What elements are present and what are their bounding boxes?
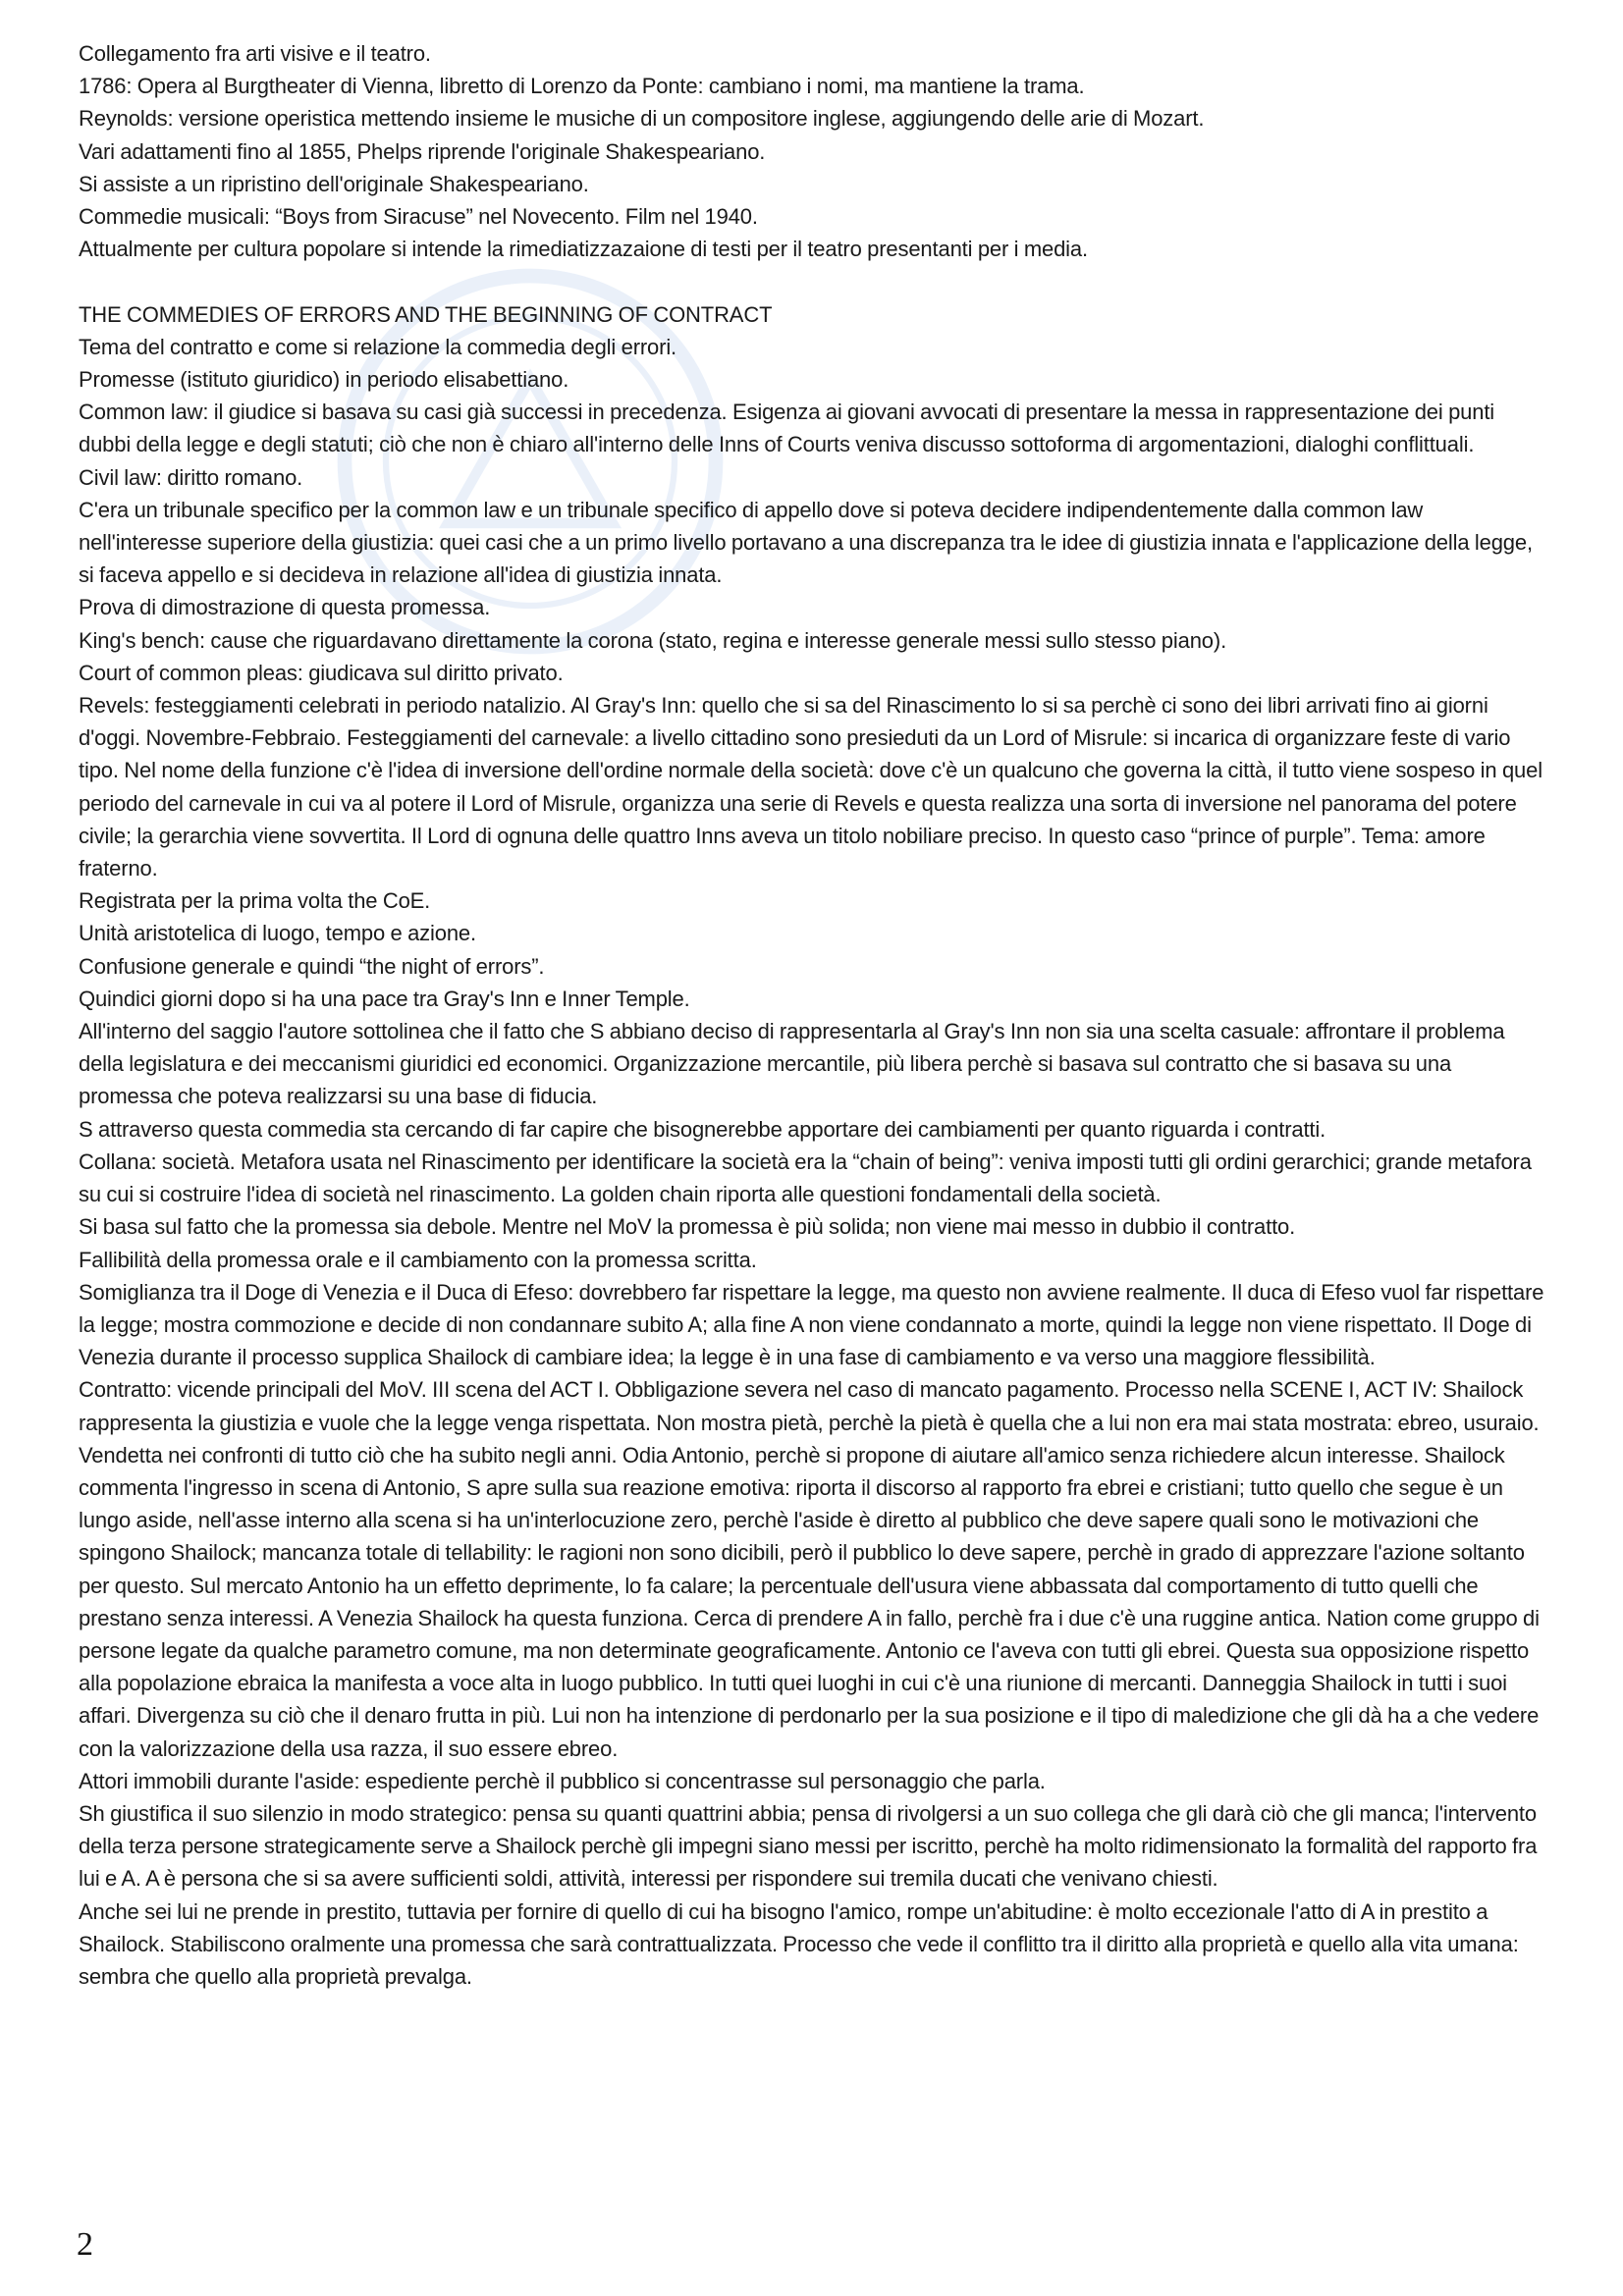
paragraph: Registrata per la prima volta the CoE.: [79, 888, 431, 914]
paragraph: King's bench: cause che riguardavano direttamente la corona (stato, regina e interesse generale messi sullo stesso piano).: [79, 627, 1227, 653]
paragraph: Prova di dimostrazione di questa promessa.: [79, 595, 491, 620]
paragraph: Promesse (istituto giuridico) in periodo elisabettiano.: [79, 367, 569, 393]
paragraph: Quindici giorni dopo si ha una pace tra Gray's Inn e Inner Temple.: [79, 986, 690, 1011]
paragraph: Unità aristotelica di luogo, tempo e azione.: [79, 921, 476, 946]
paragraph: Court of common pleas: giudicava sul diritto privato.: [79, 660, 564, 685]
paragraph: Sh giustifica il suo silenzio in modo strategico: pensa su quanti quattrini abbia; pensa di rivolgersi a un suo collega che gli darà ciò che gli manca; l'intervento della terza persone strategicamente serve a Shailock perchè gli impegni siano messi per iscritto, perchè ha molto ridimensionato la formalità del rapporto fra lui e A. A è persona che si sa avere sufficienti soldi, attività, interessi per rispondere sui tremila ducati che venivano chiesti.: [79, 1800, 1538, 1892]
paragraph: C'era un tribunale specifico per la common law e un tribunale specifico di appello dove si poteva decidere indipendentemente dalla common law nell'interesse superiore della giustizia: quei casi che a un primo livello portavano a una discrepanza tra le idee di giustizia innata e l'applicazione della legge, si faceva appello e si decideva in relazione all'idea di giustizia innata.: [79, 497, 1533, 588]
paragraph: S attraverso questa commedia sta cercando di far capire che bisognerebbe apportare dei cambiamenti per quanto riguarda i contratti.: [79, 1116, 1326, 1142]
paragraph: Commedie musicali: “Boys from Siracuse” nel Novecento. Film nel 1940.: [79, 204, 758, 230]
paragraph: Collana: società. Metafora usata nel Rinascimento per identificare la società era la “chain of being”: veniva imposti tutti gli ordini gerarchici; grande metafora su cui si costruire l'idea di società nel rinascimento. La golden chain riporta alle questioni fondamentali della società.: [79, 1148, 1532, 1207]
paragraph: Attori immobili durante l'aside: espediente perchè il pubblico si concentrasse sul personaggio che parla.: [79, 1768, 1046, 1793]
page-number: 2: [77, 2226, 93, 2263]
paragraph: Contratto: vicende principali del MoV. III scena del ACT I. Obbligazione severa nel caso di mancato pagamento. Processo nella SCENE I, ACT IV: Shailock rappresenta la giustizia e vuole che la legge venga rispettata. Non mostra pietà, perchè la pietà è quella che a lui non era mai stata mostrata: ebreo, usuraio. Vendetta nei confronti di tutto ciò che ha subito negli anni. Odia Antonio, perchè si propone di aiutare all'amico senza richiedere alcun interesse. Shailock commenta l'ingresso in scena di Antonio, S apre sulla sua reazione emotiva: riporta il discorso al rapporto fra ebrei e cristiani; tutto quello che segue è un lungo aside, nell'asse interno alla scena si ha un'interlocuzione zero, perchè l'aside è diretto al pubblico che deve sapere quali sono le motivazioni che spingono Shailock; mancanza totale di tellability: le ragioni non sono dicibili, però il pubblico lo deve sapere, perchè in grado di apprezzare l'azione soltanto per questo. Sul mercato Antonio ha un effetto deprimente, lo fa calare; la percentuale dell'usura viene abbassata dal comportamento di tutto quelli che prestano senza interessi. A Venezia Shailock ha questa funziona. Cerca di prendere A in fallo, perchè fra i due c'è una ruggine antica. Nation come gruppo di persone legate da qualche parametro comune, ma non determinate geograficamente. Antonio ce l'aveva con tutti gli ebrei. Questa sua opposizione rispetto alla popolazione ebraica la manifesta a voce alta in luogo pubblico. In tutti quei luoghi in cui c'è una riunione di mercanti. Danneggia Shailock in tutti i suoi affari. Divergenza su ciò che il denaro frutta in più. Lui non ha intenzione di perdonarlo per la sua posizione e il tipo di maledizione che gli dà ha a che vedere con la valorizzazione della usa razza, il suo essere ebreo.: [79, 1377, 1540, 1761]
paragraph: Anche sei lui ne prende in prestito, tuttavia per fornire di quello di cui ha bisogno l'amico, rompe un'abitudine: è molto eccezionale l'atto di A in prestito a Shailock. Stabiliscono oralmente una promessa che sarà contrattualizzata. Processo che vede il conflitto tra il diritto alla proprietà e quello alla vita umana: sembra che quello alla proprietà prevalga.: [79, 1898, 1519, 1989]
paragraph: Attualmente per cultura popolare si intende la rimediatizzazaione di testi per il teatro presentanti per i media.: [79, 237, 1088, 262]
paragraph: Fallibilità della promessa orale e il cambiamento con la promessa scritta.: [79, 1247, 757, 1272]
paragraph: Common law: il giudice si basava su casi già successi in precedenza. Esigenza ai giovani avvocati di presentare la messa in rappresentazione dei punti dubbi della legge e degli statuti; ciò che non è chiaro all'interno delle Inns of Courts veniva discusso sottoforma di argomentazioni, dialoghi conflittuali.: [79, 400, 1495, 457]
paragraph: Vari adattamenti fino al 1855, Phelps riprende l'originale Shakespeariano.: [79, 138, 766, 164]
paragraph: Si assiste a un ripristino dell'originale Shakespeariano.: [79, 171, 589, 196]
paragraph: Confusione generale e quindi “the night of errors”.: [79, 953, 545, 979]
paragraph: Collegamento fra arti visive e il teatro.: [79, 41, 431, 66]
paragraph: Si basa sul fatto che la promessa sia debole. Mentre nel MoV la promessa è più solida; non viene mai messo in dubbio il contratto.: [79, 1214, 1296, 1240]
paragraph: All'interno del saggio l'autore sottolinea che il fatto che S abbiano deciso di rappresentarla al Gray's Inn non sia una scelta casuale: affrontare il problema della legislatura e dei meccanismi giuridici ed economici. Organizzazione mercantile, più libera perchè si basava sul contratto che si basava su una promessa che poteva realizzarsi su una base di fiducia.: [79, 1019, 1505, 1109]
paragraph: Tema del contratto e come si relazione la commedia degli errori.: [79, 334, 677, 359]
section-heading: THE COMMEDIES OF ERRORS AND THE BEGINNING OF CONTRACT: [79, 301, 773, 327]
paragraph: Somiglianza tra il Doge di Venezia e il Duca di Efeso: dovrebbero far rispettare la legge, ma questo non avviene realmente. Il duca di Efeso vuol far rispettare la legge; mostra commozione e decide di non condannare subito A; alla fine A non viene condannato a morte, quindi la legge non viene rispettato. Il Doge di Venezia durante il processo supplica Shailock di cambiare idea; la legge è in una fase di cambiamento e va verso una maggiore flessibilità.: [79, 1279, 1544, 1370]
paragraph: Reynolds: versione operistica mettendo insieme le musiche di un compositore inglese, aggiungendo delle arie di Mozart.: [79, 106, 1205, 132]
document-body: [79, 37, 1546, 1993]
paragraph: Revels: festeggiamenti celebrati in periodo natalizio. Al Gray's Inn: quello che si sa del Rinascimento lo si sa perchè ci sono dei libri arrivati fino ai giorni d'oggi. Novembre-Febbraio. Festeggiamenti del carnevale: a livello cittadino sono presieduti da un Lord of Misrule: si incarica di organizzare feste di vario tipo. Nel nome della funzione c'è l'idea di inversione dell'ordine normale della società: dove c'è un qualcuno che governa la città, il tutto viene sospeso in quel periodo del carnevale in cui va al potere il Lord of Misrule, organizza una serie di Revels e questa realizza una sorta di inversione nel panorama del potere civile; la gerarchia viene sovvertita. Il Lord di ognuna delle quattro Inns aveva un titolo nobiliare preciso. In questo caso “prince of purple”. Tema: amore fraterno.: [79, 693, 1542, 881]
blank-line: [79, 265, 1546, 297]
paragraph: Civil law: diritto romano.: [79, 464, 303, 490]
paragraph: 1786: Opera al Burgtheater di Vienna, libretto di Lorenzo da Ponte: cambiano i nomi, ma mantiene la trama.: [79, 74, 1085, 99]
